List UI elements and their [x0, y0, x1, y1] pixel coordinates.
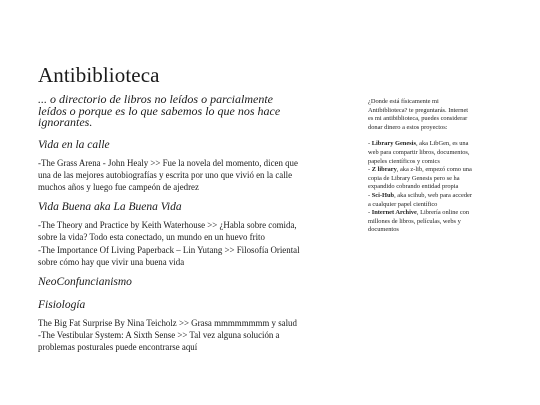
site-title[interactable]: Antibiblioteca [38, 63, 160, 87]
donation-item: - Internet Archive, Librería online con millones de libros, películas, webs y documentos [368, 209, 470, 234]
donation-desc: , aka LibGen, es una web para compartir libros, documentos, papeles científicos y comics [368, 140, 470, 165]
book-entry: -The Theory and Practice by Keith Waterhouse >> ¿Habla sobre comida, sobre la vida? Todo esta conectado, un mundo en un huevo frito [38, 220, 297, 243]
section-entries [38, 317, 300, 354]
donation-link-libgen[interactable]: Library Genesis [371, 140, 416, 148]
book-entry: The Big Fat Surprise By Nina Teicholz >> Grasa mmmmmmmm y salud [38, 317, 297, 328]
book-entry: -The Importance Of Living Paperback – Lin Yutang >> Filosofía Oriental sobre cómo hay que vivir una buena vida [38, 244, 300, 267]
donation-list [368, 140, 472, 235]
donation-item: - Library Genesis, aka LibGen, es una web para compartir libros, documentos, papeles científicos y comics [368, 140, 470, 165]
donation-desc: , Librería online con millones de libros, películas, webs y documentos [368, 209, 470, 234]
section-heading-fisiologia[interactable]: Fisiología [38, 298, 86, 311]
donation-link-zlibrary[interactable]: Z library [371, 166, 397, 174]
donation-link-scihub[interactable]: Sci-Hub [371, 191, 395, 199]
donation-link-internet-archive[interactable]: Internet Archive [371, 209, 417, 217]
book-entry: -The Vestibular System: A Sixth Sense >> Tal vez alguna solución a problemas posturales puede encontrarse aquí [38, 330, 280, 353]
section-entries [38, 157, 300, 194]
book-entry: -The Grass Arena - John Healy >> Fue la novela del momento, dicen que una de las mejores autobiografías y escrita por uno que vivió en la calle muchos años y luego fue campeón de ajedrez [38, 157, 298, 192]
section-heading-vida-en-la-calle[interactable]: Vida en la calle [38, 138, 110, 151]
site-tagline: ... o directorio de libros no leídos o parcialmente leídos o porque es lo que sabemos lo que nos hace ignorantes. [38, 92, 281, 129]
donation-desc: , aka z-lib, empezó como una copia de Library Genesis pero se ha expandido cobrando entidad propia [368, 166, 472, 191]
donation-item: - Z library, aka z-lib, empezó como una copia de Library Genesis pero se ha expandido cobrando entidad propia [368, 166, 472, 191]
donation-item: - Sci-Hub, aka scihub, web para acceder a cualquier papel científico [368, 191, 472, 208]
donation-desc: , aka scihub, web para acceder a cualquier papel científico [368, 191, 472, 208]
section-heading-vida-buena[interactable]: Vida Buena aka La Buena Vida [38, 201, 182, 214]
section-heading-neoconfuncianismo[interactable]: NeoConfuncianismo [38, 275, 132, 288]
main-content [38, 62, 300, 361]
sidebar [368, 98, 472, 235]
section-entries [38, 219, 300, 268]
sidebar-intro: ¿Donde está físicamente mi Antibiblioteca? te preguntarás. Internet es mi antibiblioteca, puedes considerar donar dinero a estos proyectos: [368, 98, 469, 131]
